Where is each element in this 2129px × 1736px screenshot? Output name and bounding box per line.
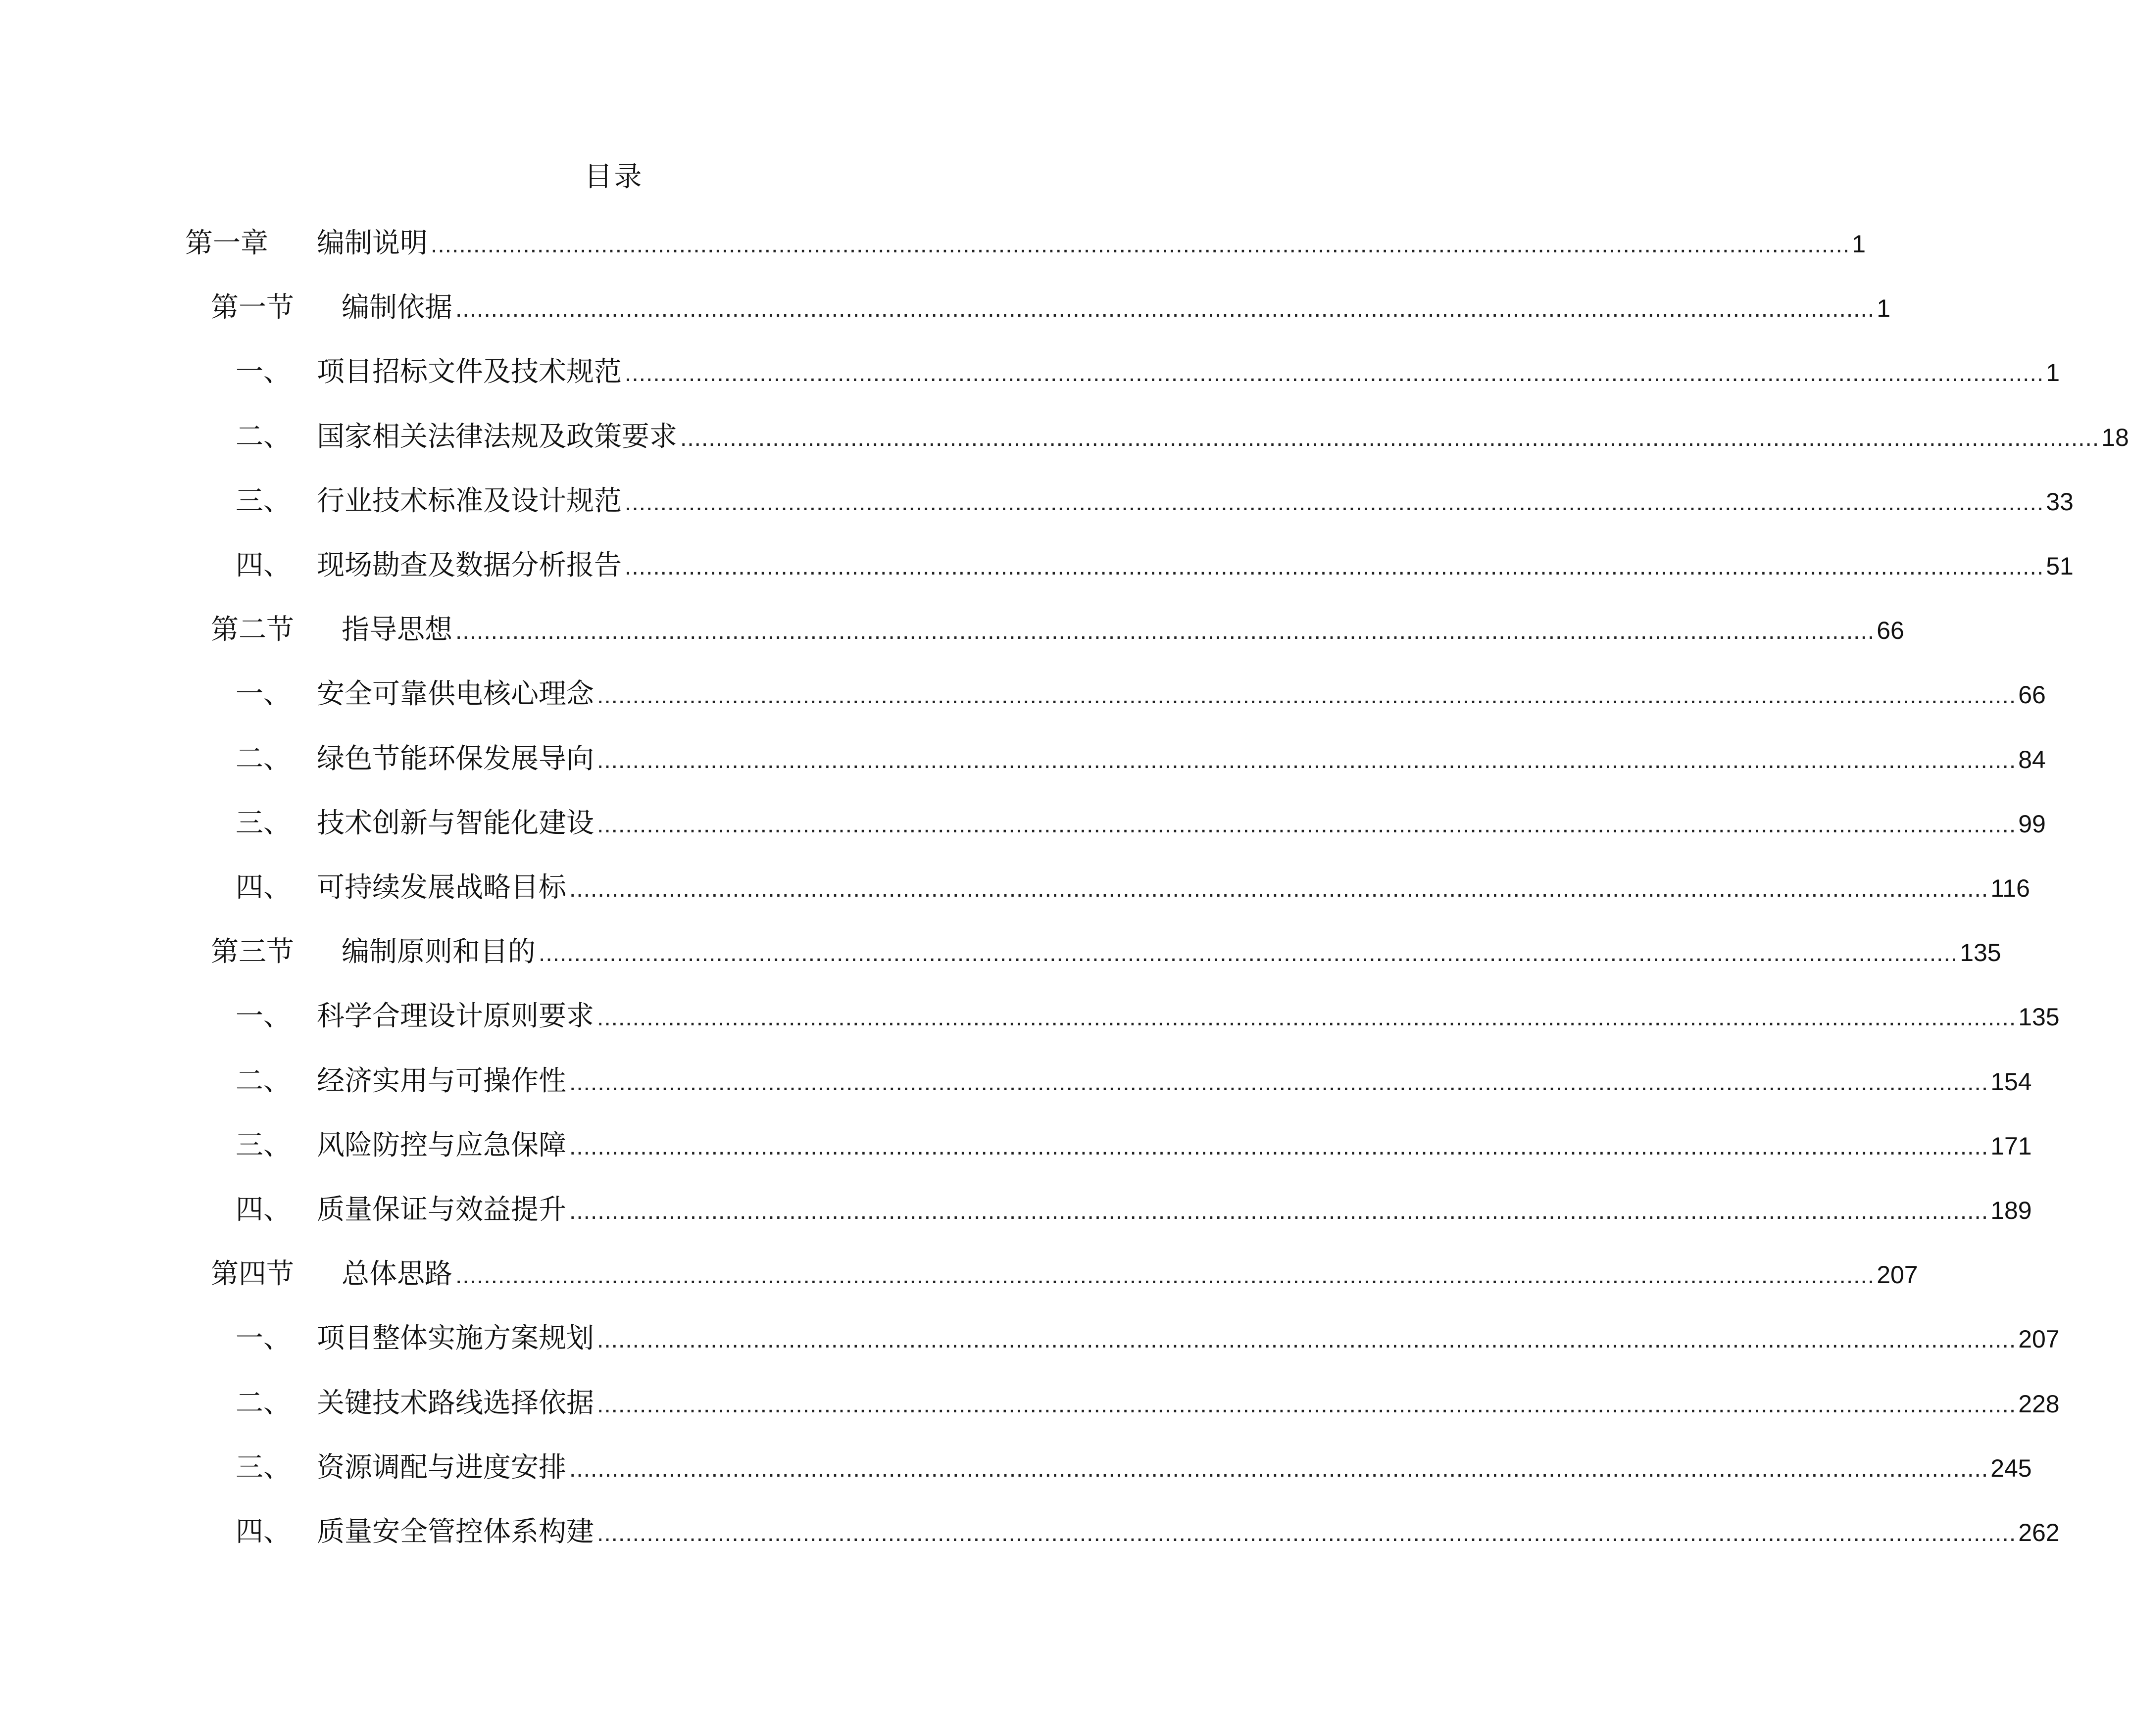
toc-entry-text: 质量安全管控体系构建 [317, 1516, 594, 1548]
toc-entry-page-number: 18 [2101, 424, 2129, 451]
toc-entry-page-number: 189 [1990, 1197, 2032, 1224]
toc-dot-leader: ........................................................................................................................................................................................................ [455, 618, 1875, 644]
toc-entry-page-number: 171 [1990, 1132, 2032, 1160]
toc-entry-text: 可持续发展战略目标 [317, 871, 566, 904]
toc-entry-page-number: 1 [2046, 359, 2060, 386]
toc-entry[interactable] [236, 868, 2030, 908]
toc-entry-page-number: 33 [2046, 488, 2074, 516]
toc-title: 目录 [584, 161, 644, 193]
toc-entry[interactable] [211, 288, 1890, 328]
toc-entry-page-number: 228 [2018, 1390, 2060, 1418]
toc-entry[interactable] [236, 546, 2074, 585]
toc-entry-text: 资源调配与进度安排 [317, 1451, 566, 1484]
toc-entry-label: 四、 [236, 871, 291, 904]
toc-entry-page-number: 1 [1852, 230, 1866, 258]
toc-entry-label: 第一节 [211, 291, 294, 324]
toc-entry-label: 三、 [236, 1129, 291, 1161]
toc-dot-leader: ........................................................................................................................................................................................................ [597, 1327, 2017, 1353]
toc-entry-text: 安全可靠供电核心理念 [317, 678, 594, 710]
toc-entry-label: 三、 [236, 485, 291, 517]
toc-dot-leader: ........................................................................................................................................................................................................ [597, 812, 2017, 838]
toc-entry-page-number: 84 [2018, 746, 2046, 773]
toc-entry-label: 第四节 [211, 1258, 294, 1290]
toc-entry-page-number: 207 [1877, 1261, 1918, 1289]
toc-entry[interactable] [236, 1448, 2032, 1488]
toc-entry-text: 行业技术标准及设计规范 [317, 485, 622, 517]
toc-entry[interactable] [236, 1061, 2032, 1101]
toc-entry-page-number: 116 [1990, 874, 2030, 902]
toc-entry-label: 一、 [236, 1000, 291, 1032]
toc-entry[interactable] [236, 417, 2129, 457]
toc-entry[interactable] [236, 482, 2074, 521]
toc-dot-leader: ........................................................................................................................................................................................................ [455, 1262, 1875, 1289]
toc-dot-leader: ........................................................................................................................................................................................................ [569, 1456, 1989, 1482]
toc-entry[interactable] [236, 1384, 2060, 1423]
toc-entry-label: 第三节 [211, 936, 294, 968]
toc-entry-page-number: 99 [2018, 810, 2046, 838]
toc-entry[interactable] [211, 610, 1904, 650]
toc-entry-label: 四、 [236, 549, 291, 581]
toc-entry-page-number: 135 [1960, 939, 2001, 966]
toc-dot-leader: ........................................................................................................................................................................................................ [597, 747, 2017, 773]
toc-entry-page-number: 66 [1877, 617, 1904, 644]
toc-dot-leader: ........................................................................................................................................................................................................ [569, 1069, 1989, 1096]
toc-entry-page-number: 245 [1990, 1454, 2032, 1482]
toc-entry-label: 二、 [236, 421, 291, 453]
toc-entry-label: 三、 [236, 807, 291, 839]
toc-entry-label: 二、 [236, 1065, 291, 1097]
toc-dot-leader: ........................................................................................................................................................................................................ [455, 296, 1875, 322]
toc-entry-page-number: 262 [2018, 1519, 2060, 1546]
toc-dot-leader: ........................................................................................................................................................................................................ [597, 1392, 2017, 1418]
toc-entry-text: 质量保证与效益提升 [317, 1194, 566, 1226]
toc-entry[interactable] [236, 1126, 2032, 1165]
toc-entry[interactable] [236, 1190, 2032, 1230]
toc-entry[interactable] [236, 675, 2046, 714]
toc-entry-text: 关键技术路线选择依据 [317, 1387, 594, 1419]
toc-entry[interactable] [211, 1254, 1918, 1294]
toc-entry[interactable] [236, 352, 2060, 392]
toc-entry[interactable] [236, 804, 2046, 843]
toc-entry[interactable] [236, 1512, 2060, 1552]
toc-entry-label: 四、 [236, 1194, 291, 1226]
toc-entry[interactable] [211, 932, 2001, 972]
toc-dot-leader: ........................................................................................................................................................................................................ [625, 360, 2044, 386]
toc-entry-label: 二、 [236, 743, 291, 775]
toc-dot-leader: ........................................................................................................................................................................................................ [625, 489, 2044, 516]
toc-dot-leader: ........................................................................................................................................................................................................ [431, 232, 1850, 258]
toc-entry-text: 编制原则和目的 [342, 936, 536, 968]
toc-entry-page-number: 207 [2018, 1325, 2060, 1353]
toc-entry-text: 绿色节能环保发展导向 [317, 743, 594, 775]
toc-entry-text: 技术创新与智能化建设 [317, 807, 594, 839]
toc-entry[interactable] [236, 1319, 2060, 1358]
toc-entry-label: 一、 [236, 356, 291, 388]
toc-entry-page-number: 66 [2018, 681, 2046, 709]
toc-dot-leader: ........................................................................................................................................................................................................ [569, 1134, 1989, 1160]
toc-entry-page-number: 1 [1877, 294, 1890, 322]
toc-dot-leader: ........................................................................................................................................................................................................ [569, 1198, 1989, 1224]
toc-dot-leader: ........................................................................................................................................................................................................ [569, 876, 1989, 902]
toc-entry-label: 三、 [236, 1451, 291, 1484]
toc-dot-leader: ........................................................................................................................................................................................................ [680, 425, 2100, 451]
toc-dot-leader: ........................................................................................................................................................................................................ [597, 1005, 2017, 1031]
toc-entry-label: 一、 [236, 678, 291, 710]
toc-entry-label: 四、 [236, 1516, 291, 1548]
toc-entry-text: 编制说明 [317, 227, 428, 259]
toc-entry-label: 二、 [236, 1387, 291, 1419]
toc-entry[interactable] [236, 997, 2060, 1036]
toc-entry-label: 一、 [236, 1322, 291, 1354]
toc-entry-text: 科学合理设计原则要求 [317, 1000, 594, 1032]
toc-entry-text: 现场勘查及数据分析报告 [317, 549, 622, 581]
toc-dot-leader: ........................................................................................................................................................................................................ [597, 682, 2017, 709]
toc-entry-text: 国家相关法律法规及政策要求 [317, 421, 677, 453]
toc-entry-page-number: 51 [2046, 552, 2074, 580]
toc-entry-label: 第二节 [211, 614, 294, 646]
toc-entry-text: 总体思路 [342, 1258, 452, 1290]
toc-entry-text: 项目整体实施方案规划 [317, 1322, 594, 1354]
toc-dot-leader: ........................................................................................................................................................................................................ [539, 940, 1958, 966]
toc-entry-text: 项目招标文件及技术规范 [317, 356, 622, 388]
toc-entry-text: 编制依据 [342, 291, 452, 324]
toc-entry-text: 风险防控与应急保障 [317, 1129, 566, 1161]
toc-entry-text: 经济实用与可操作性 [317, 1065, 566, 1097]
toc-entry-page-number: 135 [2018, 1003, 2060, 1031]
toc-entry-text: 指导思想 [342, 614, 452, 646]
toc-entry[interactable] [236, 739, 2046, 779]
toc-dot-leader: ........................................................................................................................................................................................................ [625, 554, 2044, 580]
toc-dot-leader: ........................................................................................................................................................................................................ [597, 1520, 2017, 1546]
toc-entry[interactable] [185, 224, 1866, 263]
toc-entry-page-number: 154 [1990, 1068, 2032, 1096]
toc-entry-label: 第一章 [185, 227, 268, 259]
